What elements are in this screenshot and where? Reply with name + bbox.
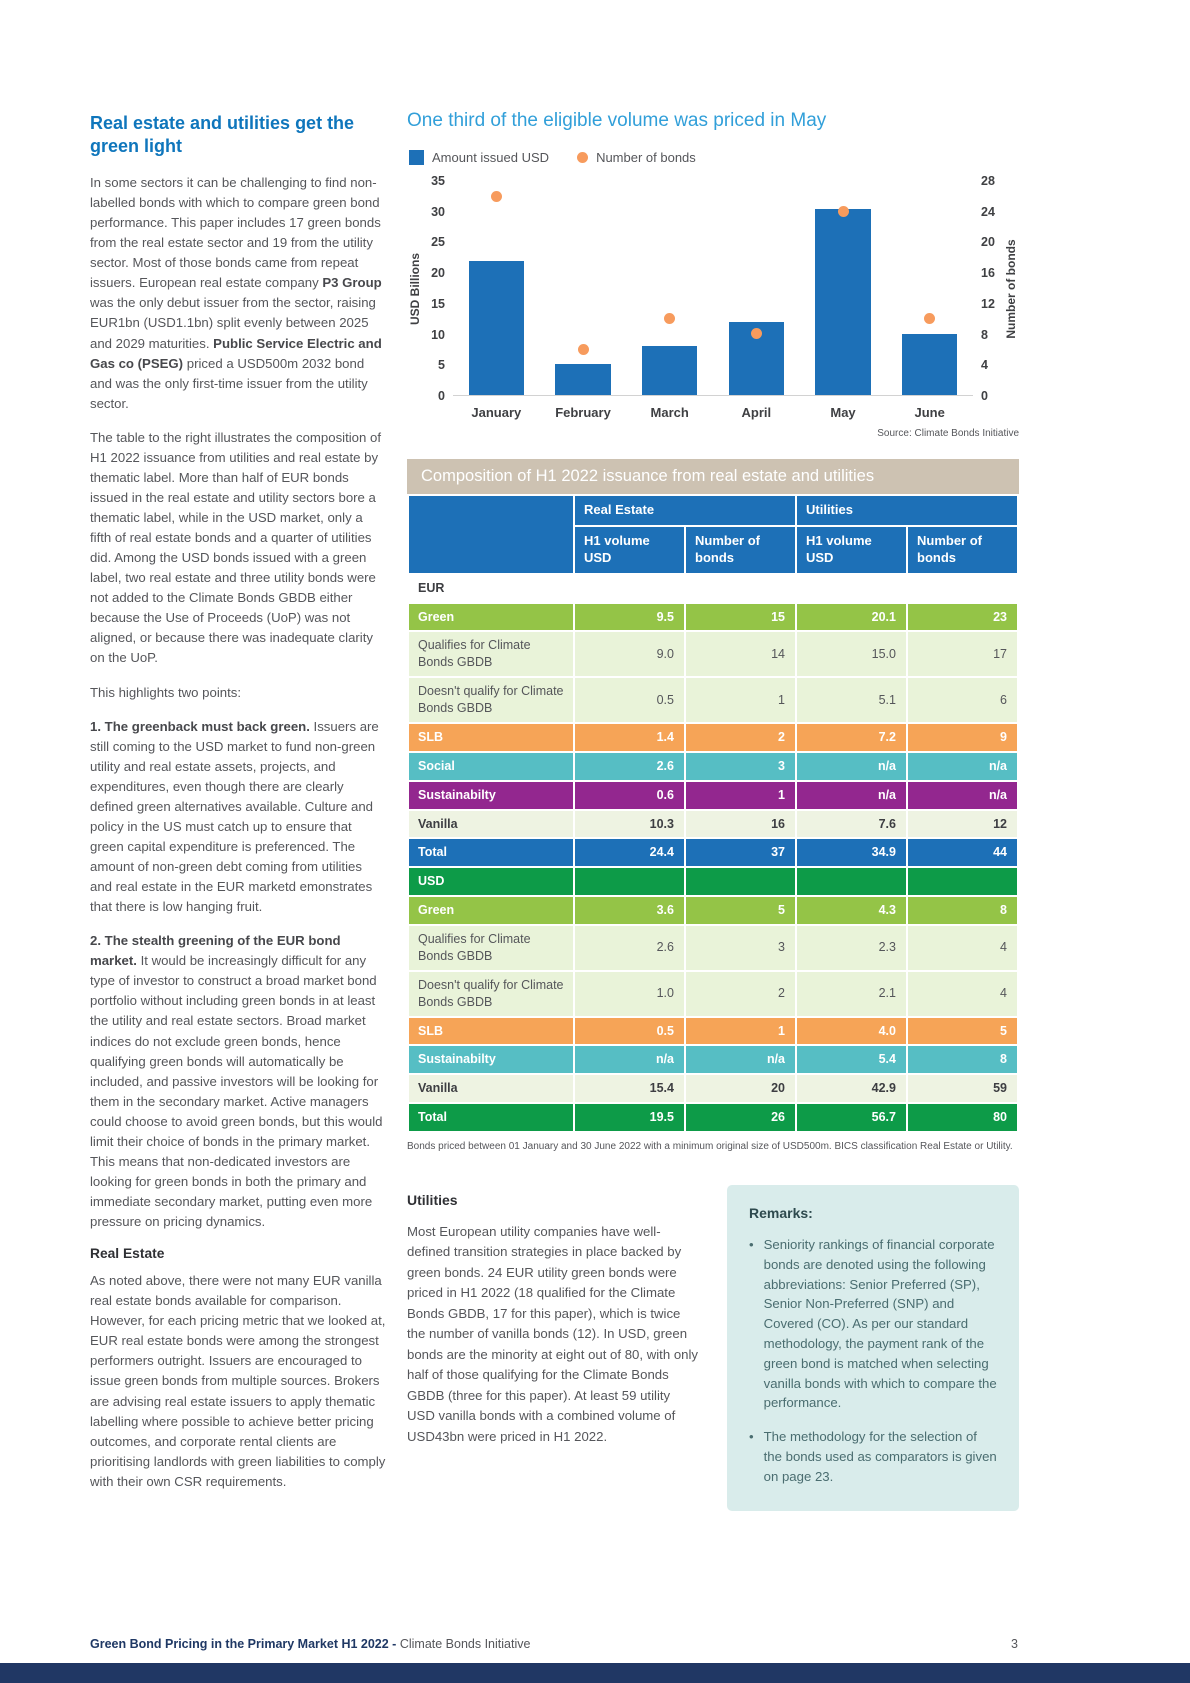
bar-may — [815, 209, 870, 395]
bullet-text: Seniority rankings of financial corporate bonds are denoted using the following abbreviations: Senior Preferred (SP), Senior Non-Preferred (SNP) and Covered (CO). As per our standard methodology, the payment rank of the green bond is matched when selecting vanilla bonds with which to compare the performance. — [763, 1237, 997, 1411]
table-row — [408, 603, 1018, 632]
col-header: Number of bonds — [907, 526, 1018, 574]
row-label: Qualifies for Climate Bonds GBDB — [408, 631, 574, 677]
row-value: 7.2 — [796, 723, 907, 752]
axis-tick: 24 — [981, 204, 995, 219]
table-row — [408, 867, 1018, 896]
row-value — [574, 867, 685, 896]
row-value: 34.9 — [796, 838, 907, 867]
col-header: H1 volume USD — [574, 526, 685, 574]
row-value: 2 — [685, 971, 796, 1017]
article-paragraph: The table to the right illustrates the composition of H1 2022 issuance from utilities and real estate by thematic label. More than half of EUR bonds issued in the real estate and utility sectors bore a thematic label, while in the USD market, only a fifth of real estate bonds and a quarter of utilities did. Among the USD bonds issued with a green label, two real estate and three utility bonds were not added to the Climate Bonds GBDB either because the Use of Proceeds (UoP) was not aligned, or because there was inadequate clarity on the UoP. — [90, 429, 382, 666]
table-row — [408, 925, 1018, 971]
table-row — [408, 810, 1018, 839]
row-label: SLB — [408, 1017, 574, 1046]
row-value: 56.7 — [796, 1103, 907, 1132]
col-header: H1 volume USD — [796, 526, 907, 574]
chart-column-february — [540, 181, 627, 395]
col-group-real-estate: Real Estate — [574, 495, 796, 526]
x-axis-labels — [453, 405, 973, 420]
row-value: 1.0 — [574, 971, 685, 1017]
row-value: 37 — [685, 838, 796, 867]
chart-column-march — [626, 181, 713, 395]
row-label: Vanilla — [408, 1074, 574, 1103]
row-value: 23 — [907, 603, 1018, 632]
axis-tick: 35 — [431, 174, 445, 188]
chart-column-april — [713, 181, 800, 395]
article-paragraph: 2. The stealth greening of the EUR bond market. It would be increasingly difficult for any type of investor to construct a broad market bond portfolio without including green bonds in at least the utility and real estate sectors. Broad market indices do not exclude green bonds, hence qualifying green bonds will automatically be included, and passive investors will be looking for them in the secondary market. Active managers could choose to avoid green bonds, but this would limit their choice of bonds in the primary market. This means that non-dedicated investors are looking for green bonds in both the primary and immediate secondary market, putting even more pressure on pricing dynamics. — [90, 933, 383, 1230]
article-paragraph: 1. The greenback must back green. Issuers are still coming to the USD market to fund non-green utility and real estate assets, projects, and expenditures, even though there are clearly defined green alternatives available. Culture and policy in the US must catch up to ensure that green capital expenditure is preferenced. The amount of non-green debt coming from utilities and real estate in the EUR marketd emonstrates that there is low hanging fruit. — [90, 718, 379, 915]
x-tick-april: April — [741, 405, 772, 420]
x-tick-february: February — [555, 405, 611, 420]
legend-item-number-of-bonds — [577, 150, 696, 165]
dot-february — [578, 344, 589, 355]
row-value: 26 — [685, 1103, 796, 1132]
row-value: 9.0 — [574, 631, 685, 677]
combo-chart — [407, 174, 1019, 403]
row-value: 8 — [907, 896, 1018, 925]
legend-label: Amount issued USD — [432, 150, 550, 165]
axis-tick: 20 — [981, 235, 995, 250]
table-corner-cell — [408, 495, 574, 574]
row-label: Green — [408, 603, 574, 632]
utilities-heading: Utilities — [407, 1192, 458, 1208]
row-value: 15.0 — [796, 631, 907, 677]
axis-tick: 30 — [431, 204, 445, 219]
row-value: 10.3 — [574, 810, 685, 839]
row-value: 0.5 — [574, 1017, 685, 1046]
table-row — [408, 971, 1018, 1017]
article-paragraph: As noted above, there were not many EUR vanilla real estate bonds available for comparison. However, for each pricing metric that we looked at, EUR real estate bonds were among the strongest performers outright. Issuers are encouraged to issue green bonds from multiple sources. Brokers are advising real estate issuers to apply thematic labelling where possible to achieve better pricing outcomes, and corporate rental clients are prioritising landlords with green liabilities to comply with their own CSR requirements. — [90, 1273, 386, 1489]
axis-tick: 20 — [431, 266, 445, 281]
axis-tick: 0 — [438, 389, 445, 403]
col-header: Number of bonds — [685, 526, 796, 574]
axis-tick: 0 — [981, 389, 988, 403]
col-group-utilities: Utilities — [796, 495, 1018, 526]
row-value: 1 — [685, 677, 796, 723]
row-value: n/a — [907, 752, 1018, 781]
table-row — [408, 1103, 1018, 1132]
row-value: 15.4 — [574, 1074, 685, 1103]
chart-column-january — [453, 181, 540, 395]
dot-january — [491, 191, 502, 202]
row-value — [685, 574, 796, 603]
row-value: 17 — [907, 631, 1018, 677]
axis-tick: 5 — [438, 358, 445, 373]
row-value: 4.3 — [796, 896, 907, 925]
row-value: 44 — [907, 838, 1018, 867]
article-subheading: Real Estate — [90, 1246, 165, 1262]
table-row — [408, 896, 1018, 925]
row-value: 16 — [685, 810, 796, 839]
row-value — [907, 574, 1018, 603]
legend-label: Number of bonds — [596, 150, 696, 165]
chart-legend — [409, 150, 1019, 165]
row-value: 1 — [685, 781, 796, 810]
axis-tick: 8 — [981, 327, 988, 342]
row-value: 6 — [907, 677, 1018, 723]
row-value: 2.3 — [796, 925, 907, 971]
right-axis-ticks — [973, 174, 1003, 403]
row-label: EUR — [408, 574, 574, 603]
table-row — [408, 781, 1018, 810]
row-value: 2.6 — [574, 925, 685, 971]
row-value: 2.1 — [796, 971, 907, 1017]
row-label: Doesn't qualify for Climate Bonds GBDB — [408, 971, 574, 1017]
article-paragraph: This highlights two points: — [90, 684, 241, 700]
row-value: 12 — [907, 810, 1018, 839]
row-value: 0.5 — [574, 677, 685, 723]
row-label: Total — [408, 1103, 574, 1132]
row-value: 5 — [685, 896, 796, 925]
table-row — [408, 574, 1018, 603]
bar-june — [902, 334, 957, 395]
row-value — [907, 867, 1018, 896]
bar-march — [642, 346, 697, 395]
row-value: 42.9 — [796, 1074, 907, 1103]
row-value: n/a — [574, 1045, 685, 1074]
row-value: 3.6 — [574, 896, 685, 925]
remarks-bullet — [749, 1427, 997, 1486]
row-value: n/a — [685, 1045, 796, 1074]
table-title: Composition of H1 2022 issuance from real estate and utilities — [407, 459, 1019, 494]
axis-tick: 10 — [431, 327, 445, 342]
chart-column-june — [886, 181, 973, 395]
dot-may — [838, 206, 849, 217]
bullet-text: The methodology for the selection of the bonds used as comparators is given on page 23. — [763, 1429, 997, 1484]
left-axis-ticks — [423, 174, 453, 403]
row-value — [685, 867, 796, 896]
table-row — [408, 1074, 1018, 1103]
row-value: 3 — [685, 752, 796, 781]
row-value: 3 — [685, 925, 796, 971]
utilities-paragraph: Most European utility companies have well-defined transition strategies in place backed by green bonds. 24 EUR utility green bonds were priced in H1 2022 (18 qualified for the Climate Bonds GBDB, 17 for this paper), which is twice the number of vanilla bonds (12). In USD, green bonds are the minority at eight out of 80, with only half of those qualifying for the Climate Bonds GBDB (three for this paper). At least 59 utility USD vanilla bonds with a combined volume of USD43bn were priced in H1 2022. — [407, 1224, 699, 1444]
row-label: Total — [408, 838, 574, 867]
bullet-icon: • — [749, 1237, 754, 1252]
axis-tick: 4 — [981, 358, 988, 373]
right-column — [407, 110, 1019, 1152]
axis-tick: 28 — [981, 174, 995, 188]
table-row — [408, 838, 1018, 867]
article-paragraph: In some sectors it can be challenging to find non-labelled bonds with which to compare green bond performance. This paper includes 17 green bonds from the real estate sector and 19 from the utility sector. Most of those bonds came from repeat issuers. European real estate company P3 Group was the only debut issuer from the sector, raising EUR1bn (USD1.1bn) split evenly between 2025 and 2029 maturities. Public Service Electric and Gas co (PSEG) priced a USD500m 2032 bond and was the only first-time issuer from the utility sector. — [90, 175, 382, 411]
chart-column-may — [800, 181, 887, 395]
chart-source: Source: Climate Bonds Initiative — [877, 428, 1019, 439]
row-label: Social — [408, 752, 574, 781]
chart-title: One third of the eligible volume was priced in May — [407, 110, 827, 131]
row-value: 80 — [907, 1103, 1018, 1132]
row-label: Green — [408, 896, 574, 925]
row-value: 59 — [907, 1074, 1018, 1103]
row-value: 4 — [907, 925, 1018, 971]
table-row — [408, 1045, 1018, 1074]
article-body — [90, 173, 386, 1492]
row-label: USD — [408, 867, 574, 896]
row-value: 8 — [907, 1045, 1018, 1074]
row-value: 20 — [685, 1074, 796, 1103]
right-axis-title: Number of bonds — [1004, 238, 1018, 339]
left-column — [90, 112, 386, 1506]
row-value: 4 — [907, 971, 1018, 1017]
table-row — [408, 677, 1018, 723]
chart-plot-area — [453, 181, 973, 396]
utilities-section — [407, 1192, 701, 1447]
axis-tick: 15 — [431, 296, 445, 311]
remarks-heading: Remarks: — [749, 1205, 813, 1221]
bar-january — [469, 261, 524, 396]
row-value: 0.6 — [574, 781, 685, 810]
row-value: 2.6 — [574, 752, 685, 781]
row-label: Vanilla — [408, 810, 574, 839]
remarks-bullet — [749, 1235, 997, 1413]
row-value: 7.6 — [796, 810, 907, 839]
composition-table — [407, 494, 1019, 1133]
x-tick-may: May — [830, 405, 856, 420]
table-row — [408, 723, 1018, 752]
row-value: 1.4 — [574, 723, 685, 752]
article-title: Real estate and utilities get the green light — [90, 113, 355, 156]
row-value — [796, 867, 907, 896]
dot-june — [924, 313, 935, 324]
dot-swatch-icon — [577, 152, 588, 163]
table-row — [408, 752, 1018, 781]
dot-march — [664, 313, 675, 324]
row-value: 5.1 — [796, 677, 907, 723]
row-value: 1 — [685, 1017, 796, 1046]
table-row — [408, 631, 1018, 677]
row-label: Sustainabilty — [408, 781, 574, 810]
remarks-list — [749, 1235, 997, 1487]
row-value: 19.5 — [574, 1103, 685, 1132]
bar-february — [555, 364, 610, 395]
bar-swatch-icon — [409, 150, 424, 165]
axis-tick: 16 — [981, 266, 995, 281]
axis-tick: 12 — [981, 296, 995, 311]
row-label: Qualifies for Climate Bonds GBDB — [408, 925, 574, 971]
bullet-icon: • — [749, 1429, 754, 1445]
page-number: 3 — [1011, 1637, 1018, 1651]
x-tick-june: June — [914, 405, 945, 420]
row-value: n/a — [907, 781, 1018, 810]
row-value: 9 — [907, 723, 1018, 752]
axis-tick: 25 — [431, 235, 445, 250]
row-label: Doesn't qualify for Climate Bonds GBDB — [408, 677, 574, 723]
row-value: 5.4 — [796, 1045, 907, 1074]
row-value: 14 — [685, 631, 796, 677]
footer-report-title: Green Bond Pricing in the Primary Market H1 2022 - — [90, 1637, 400, 1651]
row-value: 5 — [907, 1017, 1018, 1046]
row-value: 24.4 — [574, 838, 685, 867]
row-value: 15 — [685, 603, 796, 632]
row-label: Sustainabilty — [408, 1045, 574, 1074]
table-row — [408, 1017, 1018, 1046]
row-label: SLB — [408, 723, 574, 752]
bottom-bar — [0, 1663, 1190, 1683]
row-value: n/a — [796, 781, 907, 810]
footer-text — [90, 1637, 530, 1651]
row-value: 4.0 — [796, 1017, 907, 1046]
row-value: n/a — [796, 752, 907, 781]
row-value: 20.1 — [796, 603, 907, 632]
row-value — [574, 574, 685, 603]
x-tick-january: January — [471, 405, 522, 420]
legend-item-amount-issued — [409, 150, 549, 165]
left-axis-title: USD Billions — [408, 252, 422, 325]
row-value: 2 — [685, 723, 796, 752]
table-footnote: Bonds priced between 01 January and 30 June 2022 with a minimum original size of USD500m. BICS classification Real Estate or Utility. — [407, 1141, 1013, 1153]
row-value — [796, 574, 907, 603]
row-value: 9.5 — [574, 603, 685, 632]
footer-org: Climate Bonds Initiative — [399, 1637, 531, 1651]
x-tick-march: March — [650, 405, 689, 420]
remarks-box — [727, 1185, 1019, 1511]
